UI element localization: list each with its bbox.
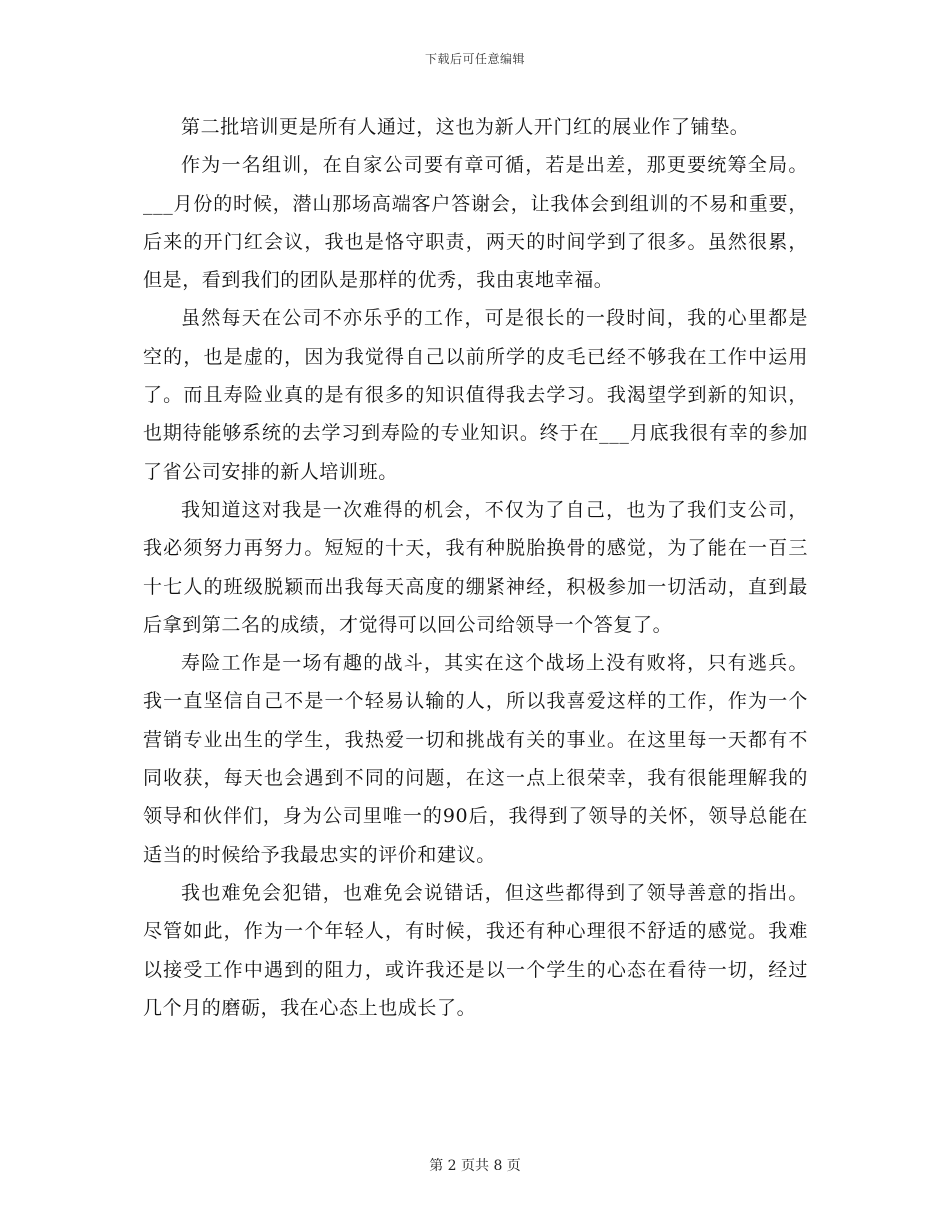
paragraph: 作为一名组训，在自家公司要有章可循，若是出差，那更要统筹全局。___月份的时候，潜山那场高端客户答谢会，让我体会到组训的不易和重要，后来的开门红会议，我也是恪守职责，两天的时间学到了很多。虽然很累，但是，看到我们的团队是那样的优秀，我由衷地幸福。 xyxy=(143,154,808,292)
document-body xyxy=(143,108,808,1027)
paragraph: 虽然每天在公司不亦乐乎的工作，可是很长的一段时间，我的心里都是空的，也是虚的，因为我觉得自己以前所学的皮毛已经不够我在工作中运用了。而且寿险业真的是有很多的知识值得我去学习。我渴望学到新的知识，也期待能够系统的去学习到寿险的专业知识。终于在___月底我很有幸的参加了省公司安排的新人培训班。 xyxy=(143,307,808,483)
page-footer: 第 2 页共 8 页 xyxy=(429,1158,521,1174)
paragraph: 我也难免会犯错，也难免会说错话，但这些都得到了领导善意的指出。尽管如此，作为一个年轻人，有时候，我还有种心理很不舒适的感觉。我难以接受工作中遇到的阻力，或许我还是以一个学生的心态在看待一切，经过几个月的磨砺，我在心态上也成长了。 xyxy=(143,881,808,1019)
page-header: 下载后可任意编辑 xyxy=(424,52,525,66)
paragraph: 第二批培训更是所有人通过，这也为新人开门红的展业作了铺垫。 xyxy=(181,116,750,138)
paragraph: 寿险工作是一场有趣的战斗，其实在这个战场上没有败将，只有逃兵。我一直坚信自己不是一个轻易认输的人，所以我喜爱这样的工作，作为一个营销专业出生的学生，我热爱一切和挑战有关的事业。在这里每一天都有不同收获，每天也会遇到不同的问题，在这一点上很荣幸，我有很能理解我的领导和伙伴们，身为公司里唯一的90后，我得到了领导的关怀，领导总能在适当的时候给予我最忠实的评价和建议。 xyxy=(143,652,808,866)
paragraph: 我知道这对我是一次难得的机会，不仅为了自己，也为了我们支公司，我必须努力再努力。短短的十天，我有种脱胎换骨的感觉，为了能在一百三十七人的班级脱颖而出我每天高度的绷紧神经，积极参加一切活动，直到最后拿到第二名的成绩，才觉得可以回公司给领导一个答复了。 xyxy=(143,498,808,636)
